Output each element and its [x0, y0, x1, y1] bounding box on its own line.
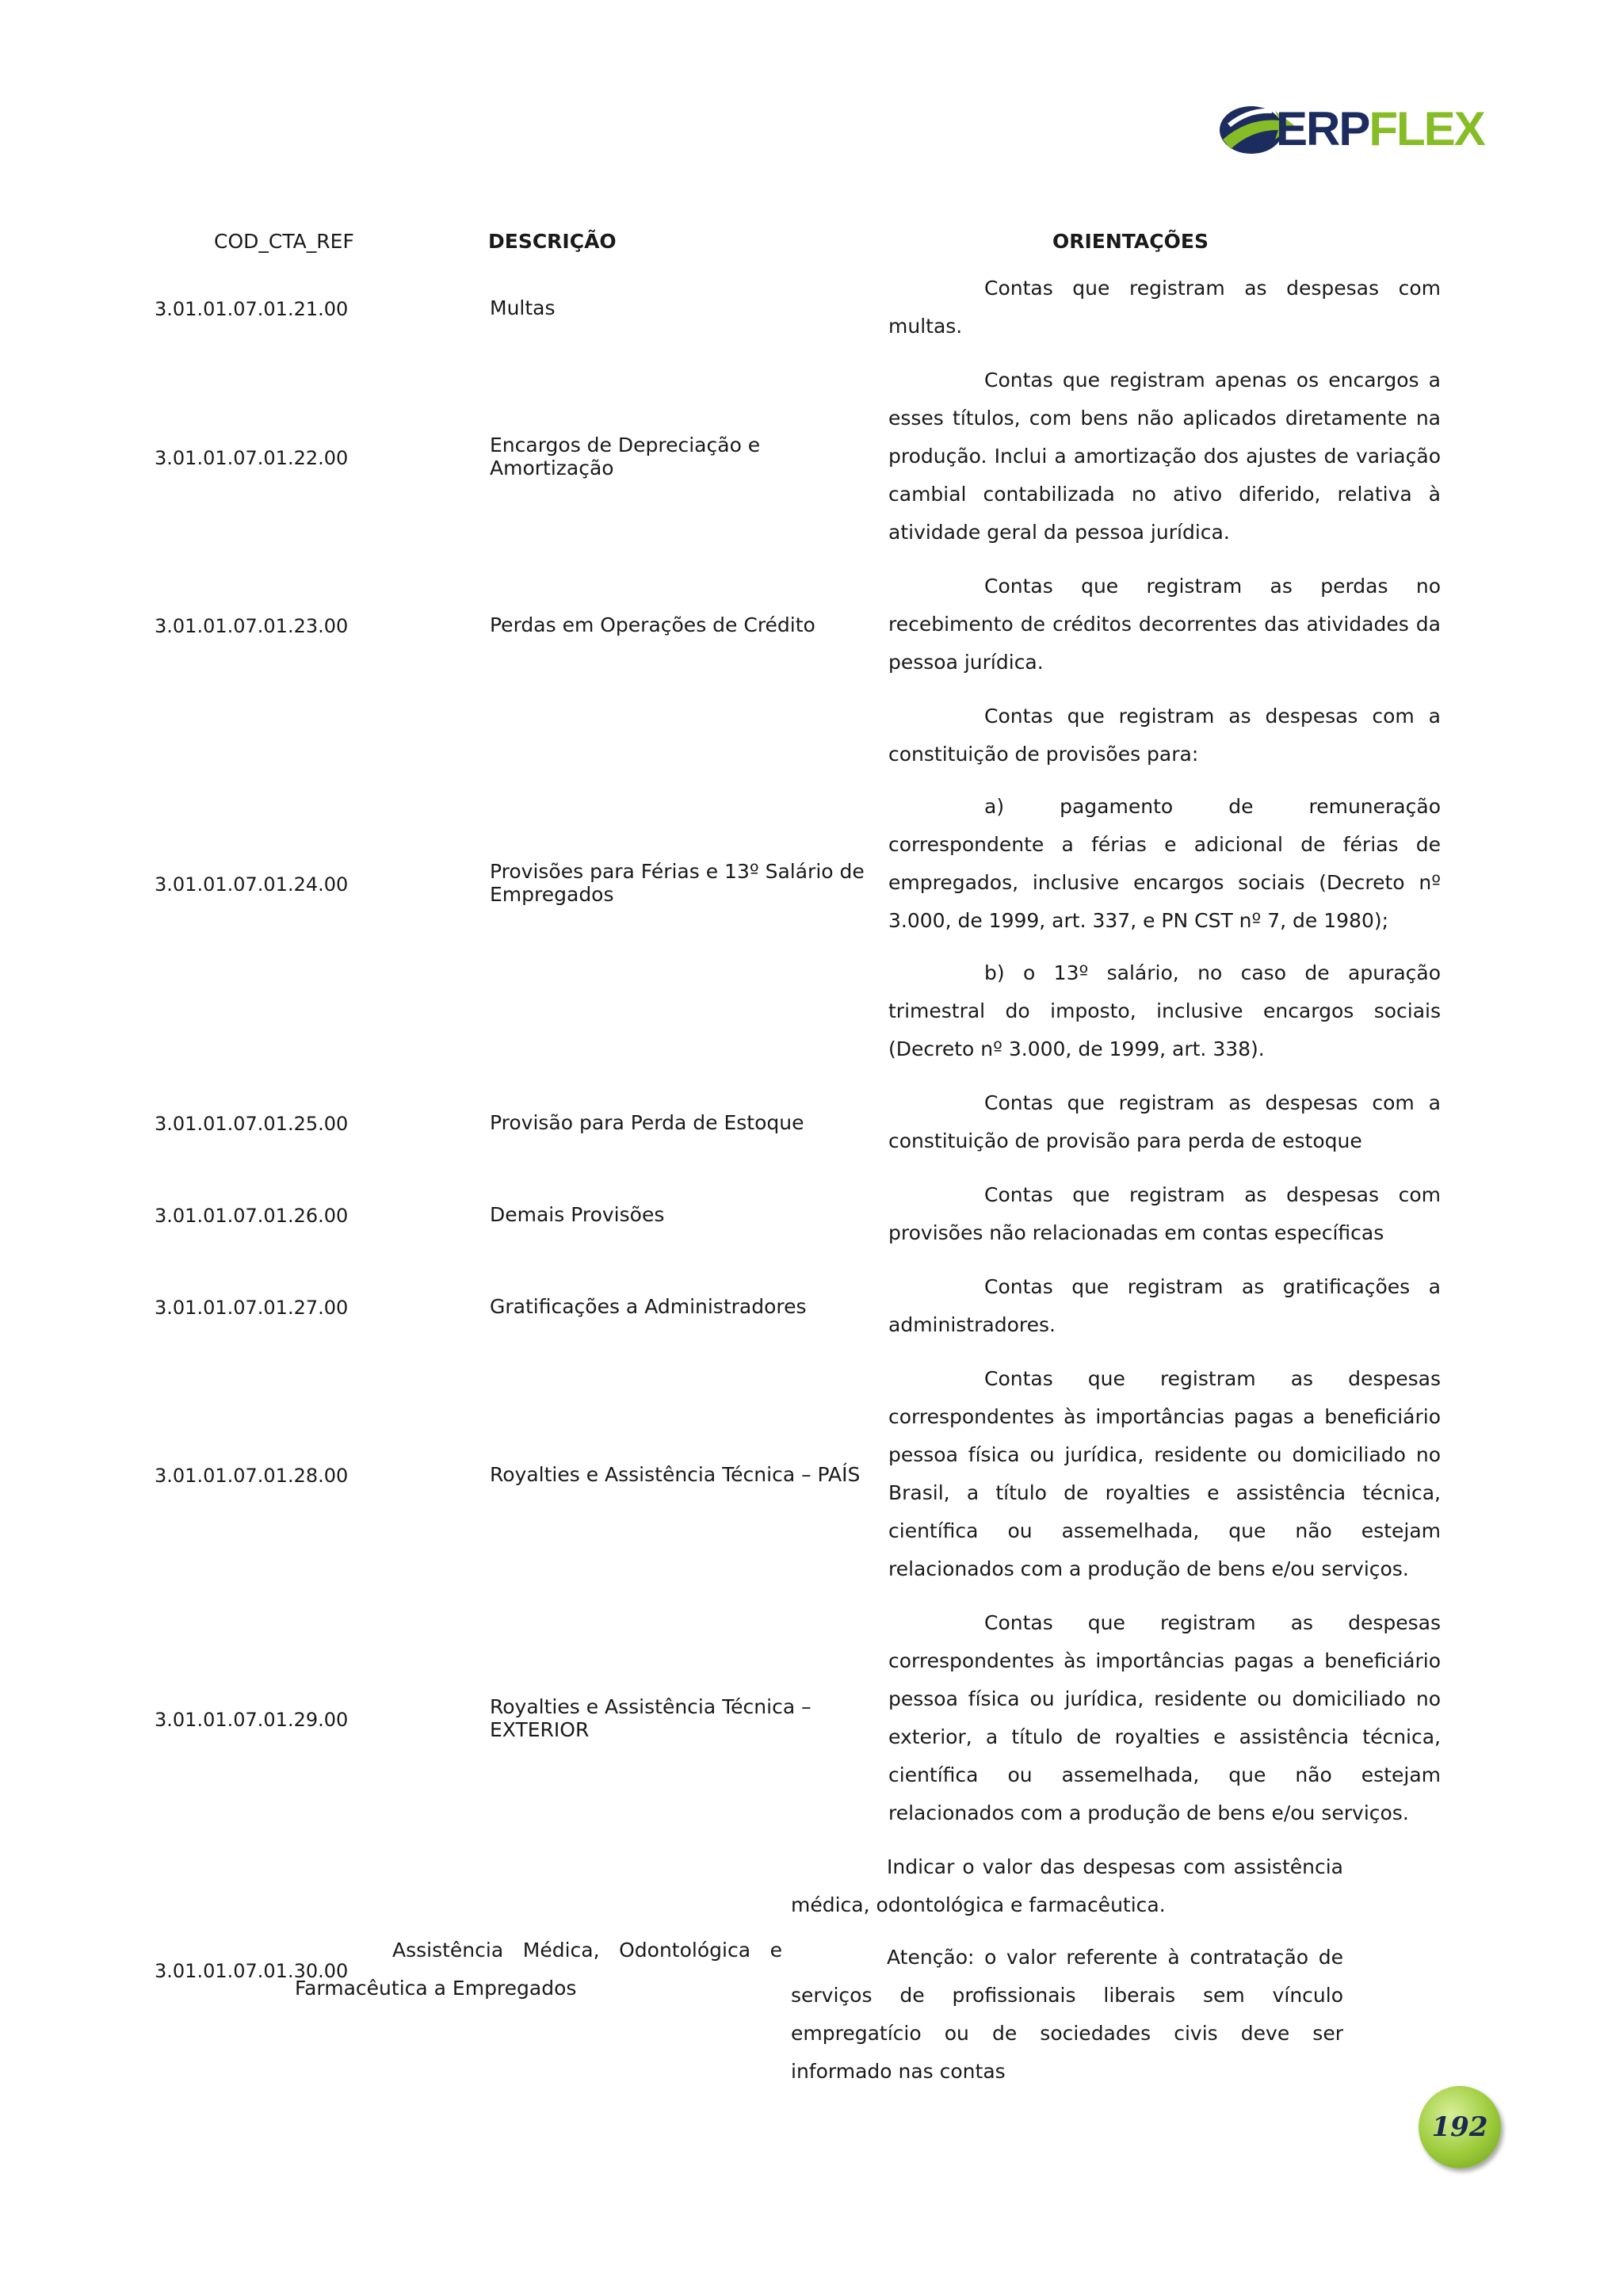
row-description: Gratificações a Administradores: [490, 1294, 807, 1318]
guidance-paragraph: Atenção: o valor referente à contratação de serviços de profissionais liberais sem vínculo empregatício ou de sociedades civis deve ser informado nas contas: [791, 1946, 1343, 2083]
guidance-paragraph: Contas que registram as despesas com multas.: [888, 277, 1441, 338]
guidance-paragraph: b) o 13º salário, no caso de apuração trimestral do imposto, inclusive encargos sociais (Decreto nº 3.000, de 1999, art. 338).: [888, 961, 1441, 1060]
header-code: COD_CTA_REF: [214, 230, 354, 253]
row-guidance: [888, 1604, 1441, 1832]
table-row: [155, 1176, 1514, 1252]
table-row: [155, 1848, 1514, 2091]
guidance-paragraph: Contas que registram as despesas correspondentes às importâncias pagas a beneficiário pessoa física ou jurídica, residente ou domiciliado no exterior, a título de royalties e assistência técnica, científica ou assemelhada, que não estejam relacionados com a produção de bens e/ou serviços.: [888, 1611, 1441, 1824]
table-row: [155, 269, 1514, 346]
guidance-paragraph: Contas que registram as gratificações a administradores.: [888, 1275, 1441, 1336]
guidance-paragraph: Contas que registram apenas os encargos a esses títulos, com bens não aplicados diretamente na produção. Inclui a amortização dos ajustes de variação cambial contabilizada no ativo diferido, relativa à atividade geral da pessoa jurídica.: [888, 369, 1441, 544]
guidance-paragraph: a) pagamento de remuneração correspondente a férias e adicional de férias de empregados, inclusive encargos sociais (Decreto nº 3.000, de 1999, art. 337, e PN CST nº 7, de 1980);: [888, 795, 1441, 932]
header-guidance: ORIENTAÇÕES: [1052, 230, 1209, 253]
table-row: [155, 1268, 1514, 1344]
row-description: Provisões para Férias e 13º Salário de Empregados: [490, 860, 865, 906]
row-description: Demais Provisões: [490, 1202, 665, 1226]
guidance-paragraph: Contas que registram as despesas correspondentes às importâncias pagas a beneficiário pessoa física ou jurídica, residente ou domiciliado no Brasil, a título de royalties e assistência técnica, científica ou assemelhada, que não estejam relacionados com a produção de bens e/ou serviços.: [888, 1367, 1441, 1580]
brand-part1: ERP: [1276, 102, 1369, 155]
row-code: 3.01.01.07.01.27.00: [155, 1297, 349, 1319]
row-description: Perdas em Operações de Crédito: [490, 613, 815, 636]
table-row: [155, 697, 1514, 1068]
row-code: 3.01.01.07.01.28.00: [155, 1465, 349, 1487]
table-row: [155, 1084, 1514, 1160]
guidance-paragraph: Indicar o valor das despesas com assistência médica, odontológica e farmacêutica.: [791, 1855, 1343, 1916]
table-row: [155, 567, 1514, 682]
table-row: [155, 361, 1514, 552]
row-description: Encargos de Depreciação e Amortização: [490, 434, 761, 479]
table-row: [155, 1604, 1514, 1832]
row-description: Royalties e Assistência Técnica – PAÍS: [490, 1462, 861, 1486]
row-guidance: [888, 697, 1441, 1068]
row-guidance: [888, 1268, 1441, 1344]
row-guidance: [888, 1360, 1441, 1588]
page-number-badge: 192: [1419, 2086, 1501, 2168]
row-guidance: [888, 1084, 1441, 1160]
row-code: 3.01.01.07.01.29.00: [155, 1709, 349, 1731]
accounts-table: [155, 214, 1514, 2091]
row-description: Multas: [490, 296, 556, 319]
table-row: [155, 1360, 1514, 1588]
row-guidance: [888, 567, 1441, 682]
guidance-paragraph: Contas que registram as despesas com a constituição de provisão para perda de estoque: [888, 1091, 1441, 1152]
row-code: 3.01.01.07.01.21.00: [155, 298, 349, 320]
guidance-paragraph: Contas que registram as perdas no recebimento de créditos decorrentes das atividades da pessoa jurídica.: [888, 575, 1441, 674]
row-guidance: [888, 1176, 1441, 1252]
row-code: 3.01.01.07.01.23.00: [155, 615, 349, 637]
row-guidance: [791, 1848, 1343, 2091]
row-guidance: [888, 269, 1441, 346]
row-code: 3.01.01.07.01.26.00: [155, 1205, 349, 1227]
row-code: 3.01.01.07.01.30.00: [155, 1960, 349, 1982]
row-description: Royalties e Assistência Técnica – EXTERIOR: [490, 1695, 812, 1741]
table-header: [155, 214, 1514, 269]
row-code: 3.01.01.07.01.22.00: [155, 447, 349, 469]
row-description: Provisão para Perda de Estoque: [490, 1110, 804, 1134]
brand-part2: FLEX: [1369, 102, 1484, 155]
guidance-paragraph: Contas que registram as despesas com a constituição de provisões para:: [888, 705, 1441, 766]
row-description: Assistência Médica, Odontológica e Farmacêutica a Empregados: [295, 1939, 782, 2000]
row-code: 3.01.01.07.01.24.00: [155, 873, 349, 896]
brand-wordmark: [1276, 101, 1484, 157]
guidance-paragraph: Contas que registram as despesas com provisões não relacionadas em contas específicas: [888, 1183, 1441, 1244]
row-guidance: [888, 361, 1441, 552]
row-code: 3.01.01.07.01.25.00: [155, 1113, 349, 1135]
header-description: DESCRIÇÃO: [488, 230, 617, 253]
